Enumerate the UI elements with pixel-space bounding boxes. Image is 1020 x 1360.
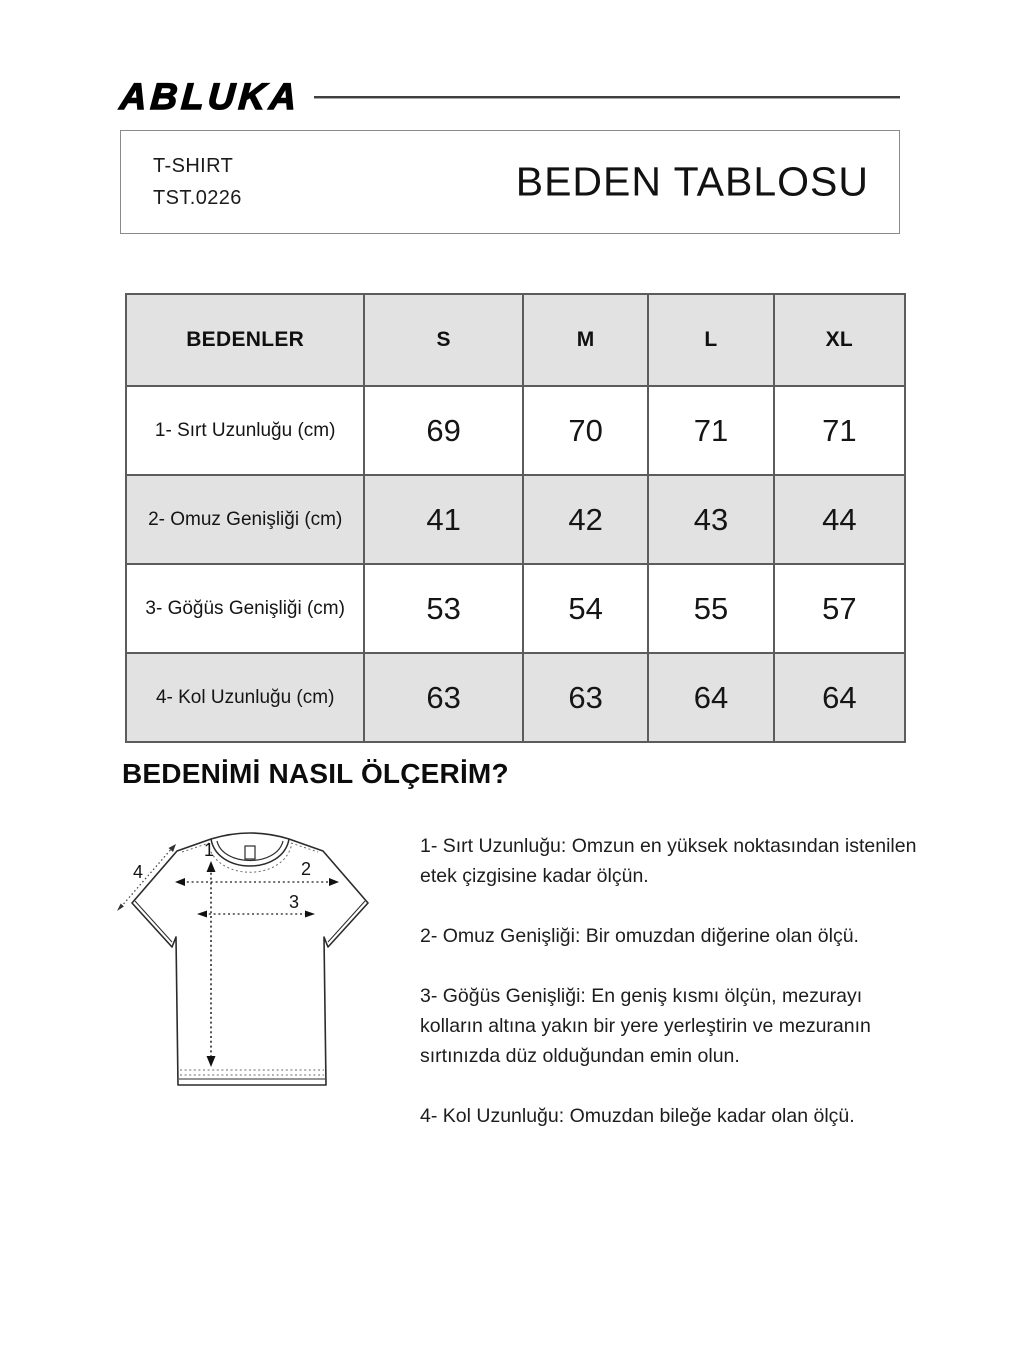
cell-value: 44 <box>774 475 905 564</box>
cell-value: 64 <box>774 653 905 742</box>
instruction-shoulder-width: 2- Omuz Genişliği: Bir omuzdan diğerine olan ölçü. <box>420 925 859 947</box>
size-table-header-row <box>126 294 905 386</box>
tshirt-measurement-diagram <box>100 820 400 1100</box>
tshirt-diagram-svg <box>100 820 400 1100</box>
instruction-chest-width: 3- Göğüs Genişliği: En geniş kısmı ölçün, mezurayı kolların altına yakın bir yere yerleştirin ve mezuranın sırtınızda düz olduğundan emin olun. <box>420 985 871 1067</box>
cell-value: 63 <box>364 653 523 742</box>
logo-rule <box>314 96 900 99</box>
product-info <box>153 150 242 214</box>
cell-value: 42 <box>523 475 648 564</box>
row-label: 1- Sırt Uzunluğu (cm) <box>126 386 364 475</box>
cell-value: 69 <box>364 386 523 475</box>
page-title: BEDEN TABLOSU <box>515 158 869 205</box>
cell-value: 63 <box>523 653 648 742</box>
cell-value: 53 <box>364 564 523 653</box>
table-row <box>126 564 905 653</box>
product-type: T-SHIRT <box>153 155 234 177</box>
instruction-back-length: 1- Sırt Uzunluğu: Omzun en yüksek noktasından istenilen etek çizgisine kadar ölçün. <box>420 835 917 887</box>
cell-value: 64 <box>648 653 773 742</box>
column-header-s: S <box>364 294 523 386</box>
header-box <box>120 130 900 234</box>
tshirt-outline <box>132 833 368 1085</box>
column-header-l: L <box>648 294 773 386</box>
diagram-label-3: 3 <box>288 892 300 912</box>
cell-value: 57 <box>774 564 905 653</box>
neck-tag <box>245 846 255 859</box>
measure-heading: BEDENİMİ NASIL ÖLÇERİM? <box>122 758 509 789</box>
column-header-m: M <box>523 294 648 386</box>
table-row <box>126 475 905 564</box>
diagram-label-4: 4 <box>132 862 144 882</box>
table-row <box>126 653 905 742</box>
column-header-bedenler: BEDENLER <box>126 294 364 386</box>
cell-value: 71 <box>648 386 773 475</box>
diagram-label-1: 1 <box>203 840 215 860</box>
row-label: 2- Omuz Genişliği (cm) <box>126 475 364 564</box>
column-header-xl: XL <box>774 294 905 386</box>
brand-logo: ABLUKA <box>118 75 302 117</box>
cell-value: 71 <box>774 386 905 475</box>
product-code: TST.0226 <box>153 187 242 209</box>
cell-value: 55 <box>648 564 773 653</box>
cell-value: 41 <box>364 475 523 564</box>
row-label: 3- Göğüs Genişliği (cm) <box>126 564 364 653</box>
brand-row <box>120 74 900 118</box>
cell-value: 70 <box>523 386 648 475</box>
diagram-label-2: 2 <box>300 859 312 879</box>
table-row <box>126 386 905 475</box>
measure-instructions <box>420 831 925 1161</box>
cell-value: 54 <box>523 564 648 653</box>
instruction-sleeve-length: 4- Kol Uzunluğu: Omuzdan bileğe kadar olan ölçü. <box>420 1105 855 1127</box>
row-label: 4- Kol Uzunluğu (cm) <box>126 653 364 742</box>
size-table <box>125 293 906 743</box>
cell-value: 43 <box>648 475 773 564</box>
